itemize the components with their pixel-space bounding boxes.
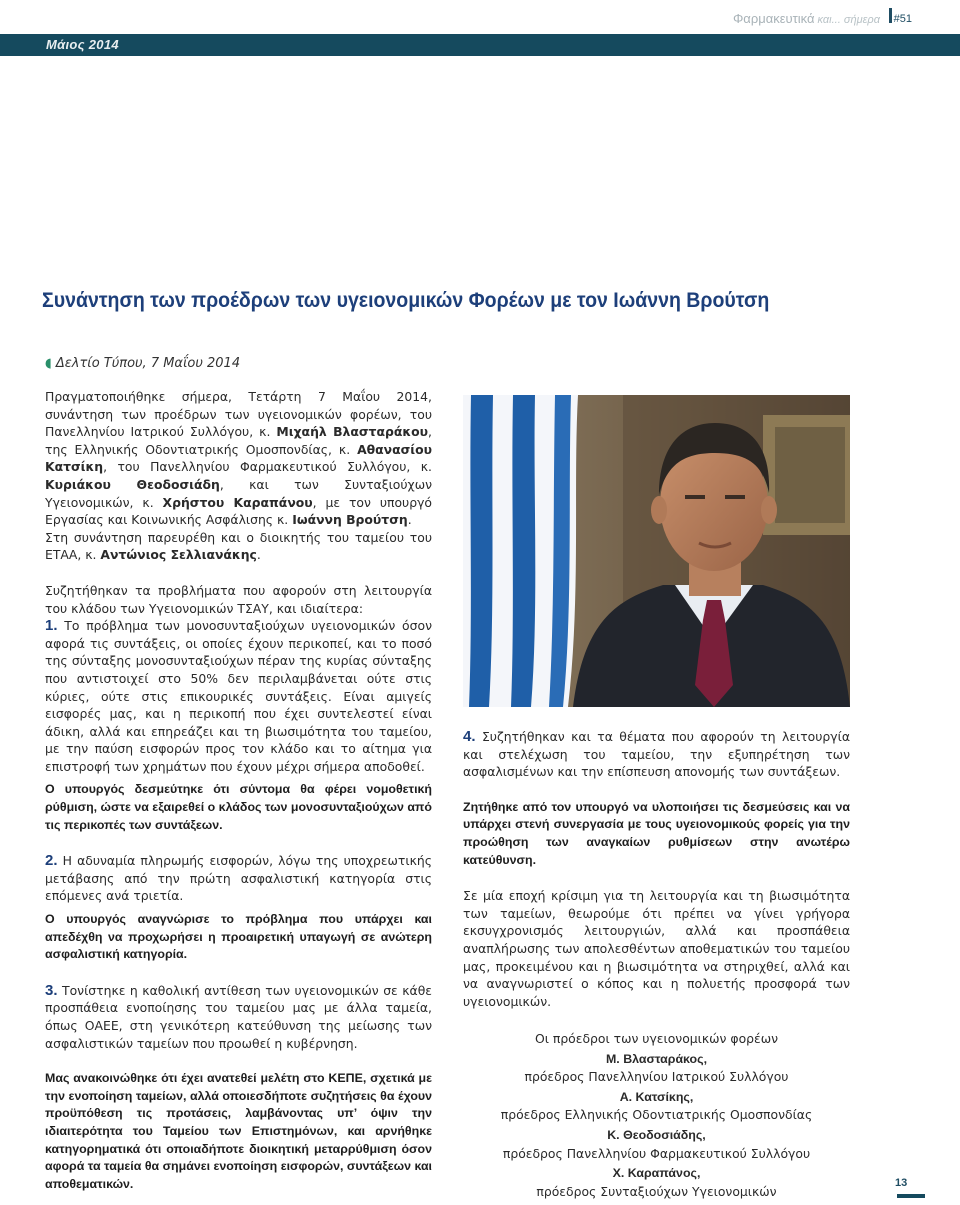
person-name: Χρήστου Καραπάνου — [162, 494, 313, 510]
magazine-brand — [733, 10, 880, 28]
right-column — [463, 728, 850, 1010]
signatory-name: Κ. Θεοδοσιάδης, — [607, 1127, 706, 1142]
page-number-bar — [897, 1194, 925, 1198]
person-name: Αθανασίου Κατσίκη — [45, 441, 432, 475]
article-title: Συνάντηση των προέδρων των υγειονομικών Φορέων με τον Ιωάννη Βρούτση — [42, 289, 770, 312]
point-2-response: Ο υπουργός αναγνώρισε το πρόβλημα που υπάρχει και απεδέχθη να προχωρήσει η προαιρετική υπαγωγή σε ανώτερη ασφαλιστική κατηγορία. — [45, 912, 432, 962]
greek-flag — [463, 395, 578, 707]
signature-block — [463, 1030, 850, 1200]
point-1 — [45, 617, 432, 775]
intro-text: , της Ελληνικής Οδοντιατρικής Ομοσπονδίας, κ. — [45, 424, 432, 457]
person-name: Αντώνιος Σελλιανάκης — [100, 547, 257, 563]
intro-text: , του Πανελληνίου Φαρμακευτικού Συλλόγου, κ. — [103, 459, 432, 475]
intro-paragraph — [45, 388, 432, 529]
point-text: Τονίστηκε η καθολική αντίθεση των υγειονομικών σε κάθε προσπάθεια ενοποίησης του ταμείου μας με άλλα ταμεία, όπως ΟΑΕΕ, στη γενικότερη κατεύθυνση της μείωσης των ασφαλιστικών ταμείων που προωθεί η κυβέρνηση. — [45, 982, 432, 1051]
attendance-paragraph — [45, 529, 432, 564]
point-4-response: Ζητήθηκε από τον υπουργό να υλοποιήσει τις δεσμεύσεις και να υπάρχει στενή συνεργασία με τους υγειονομικούς φορείς για την προώθηση των αναγκαίων ρυθμίσεων στην ανωτέρω κατεύθυνση. — [463, 799, 850, 867]
point-number: 4. — [463, 728, 476, 745]
point-number: 3. — [45, 981, 58, 999]
intro-text: , με τον υπουργό Εργασίας και Κοινωνικής Ασφάλισης κ. — [45, 494, 432, 528]
issue-number: #51 — [893, 13, 912, 25]
signatory-role: πρόεδρος Πανελληνίου Ιατρικού Συλλόγου — [524, 1069, 789, 1085]
photo-illustration — [463, 395, 850, 707]
point-number: 1. — [45, 617, 58, 635]
left-column — [45, 388, 432, 1193]
point-number: 2. — [45, 852, 58, 870]
intro-text: , και των Συνταξιούχων Υγειονομικών, κ. — [45, 476, 432, 510]
person-name: Ιωάννη Βρούτση — [292, 512, 408, 528]
attendance-text: Στη συνάντηση παρευρέθη και ο διοικητής του ταμείου του ΕΤΑΑ, κ. — [45, 529, 432, 563]
magazine-brand-name: Φαρμακευτικά — [732, 11, 815, 26]
person-name: Κυριάκου Θεοδοσιάδη — [45, 476, 220, 492]
signatory-name: Α. Κατσίκης, — [619, 1089, 694, 1104]
minister-photo — [463, 395, 850, 707]
press-release-date: Δελτίο Τύπου, 7 Μαΐου 2014 — [55, 356, 241, 371]
intro-text: . — [407, 512, 412, 528]
point-3-response: Μας ανακοινώθηκε ότι έχει ανατεθεί μελέτη στο ΚΕΠΕ, σχετικά με την ενοποίηση ταμείων, αλλά οποιεσδήποτε συζητήσεις θα έχουν προϋπόθεση τις προτάσεις, λαμβάνοντας υπ’ όψιν την ιδιαιτερότητα του Ταμείου των Επιστημόνων, και αρνήθηκε κατηγορηματικά ότι οποιαδήποτε διοικητική μεταρρύθμιση όσον αφορά τα ταμεία θα σημάνει ενοποίηση εισφορών, συντάξεων και αποθεματικών. — [45, 1071, 432, 1191]
intro-text: Πραγματοποιήθηκε σήμερα, Τετάρτη 7 Μαΐου 2014, συνάντηση των προέδρων των υγειονομικών φορέων, του Πανελληνίου Ιατρικού Συλλόγου, κ. — [45, 389, 432, 440]
chevron-right-icon: ◖ — [45, 356, 52, 371]
person-name: Μιχαήλ Βλασταράκου — [276, 424, 429, 440]
signatory-name: Μ. Βλασταράκος, — [605, 1051, 708, 1066]
header-bar — [0, 34, 960, 56]
signatory-name: Χ. Καραπάνος, — [612, 1166, 701, 1181]
point-2 — [45, 852, 432, 905]
point-4 — [463, 728, 850, 781]
point-text: Η αδυναμία πληρωμής εισφορών, λόγω της υποχρεωτικής μετάβασης από την πρώτη ασφαλιστική κατηγορία στις επόμενες ανά τριετία. — [45, 853, 432, 904]
point-1-response: Ο υπουργός δεσμεύτηκε ότι σύντομα θα φέρει νομοθετική ρύθμιση, ώστε να εξαιρεθεί ο κλάδος των μονοσυνταξιούχων από τις περικοπές των συντάξεων. — [45, 782, 432, 832]
issue-date: Μάιος 2014 — [46, 37, 119, 52]
signatory-role: πρόεδρος Πανελληνίου Φαρμακευτικού Συλλόγου — [502, 1145, 811, 1161]
point-3 — [45, 982, 432, 1052]
magazine-brand-tagline: και... σήμερα — [817, 14, 880, 26]
issues-intro: Συζητήθηκαν τα προβλήματα που αφορούν στη λειτουργία του κλάδου των Υγειονομικών ΤΣΑΥ, και ιδιαίτερα: — [45, 582, 432, 616]
closing-paragraph: Σε μία εποχή κρίσιμη για τη λειτουργία και τη βιωσιμότητα των ταμείων, θεωρούμε ότι πρέπει να γίνει γρήγορα εκσυγχρονισμός λειτουργιών, αλλά και προσπάθεια αναπλήρωσης των απολεσθέντων αποθεματικών του ταμείου μας, προκειμένου και η βιωσιμότητα να στηριχθεί, αλλά και να αναγνωριστεί ο κόπος και η πολυετής προσφορά των υγειονομικών. — [463, 888, 850, 1009]
header-divider-mark — [889, 8, 892, 23]
point-text: Συζητήθηκαν και τα θέματα που αφορούν τη λειτουργία και στελέχωση του ταμείου, την εξυπηρέτηση των ασφαλισμένων και την επίσπευση απονομής των συντάξεων. — [463, 729, 850, 780]
signatory-role: πρόεδρος Συνταξιούχων Υγειονομικών — [536, 1183, 777, 1199]
signatory-role: πρόεδρος Ελληνικής Οδοντιατρικής Ομοσπονδίας — [500, 1107, 813, 1123]
press-release-line — [45, 355, 240, 373]
page-number: 13 — [895, 1177, 908, 1189]
attendance-text: . — [256, 547, 261, 563]
point-text: Το πρόβλημα των μονοσυνταξιούχων υγειονομικών όσον αφορά τις συντάξεις, οι οποίες έχουν περικοπεί, και το ποσό της σύνταξης μονοσυνταξιούχων πέραν της κυρίας σύνταξης που αντιστοιχεί στο 50% δεν περιλαμβάνεται ούτε στις κύριες, ούτε στις επικουρικές συντάξεις. Είναι αμιγείς εισφορές μας, και η περικοπή που έχει συντελεστεί είναι άδικη, αλλά και επηρεάζει και τη βιωσιμότητα του ταμείου, με την παύση εισφορών προς τον κλάδο και το αίτημα για επιστροφή των χρημάτων που έχουν μέχρι σήμερα αποδοθεί. — [45, 618, 432, 774]
signature-intro: Οι πρόεδροι των υγειονομικών φορέων — [534, 1031, 779, 1046]
